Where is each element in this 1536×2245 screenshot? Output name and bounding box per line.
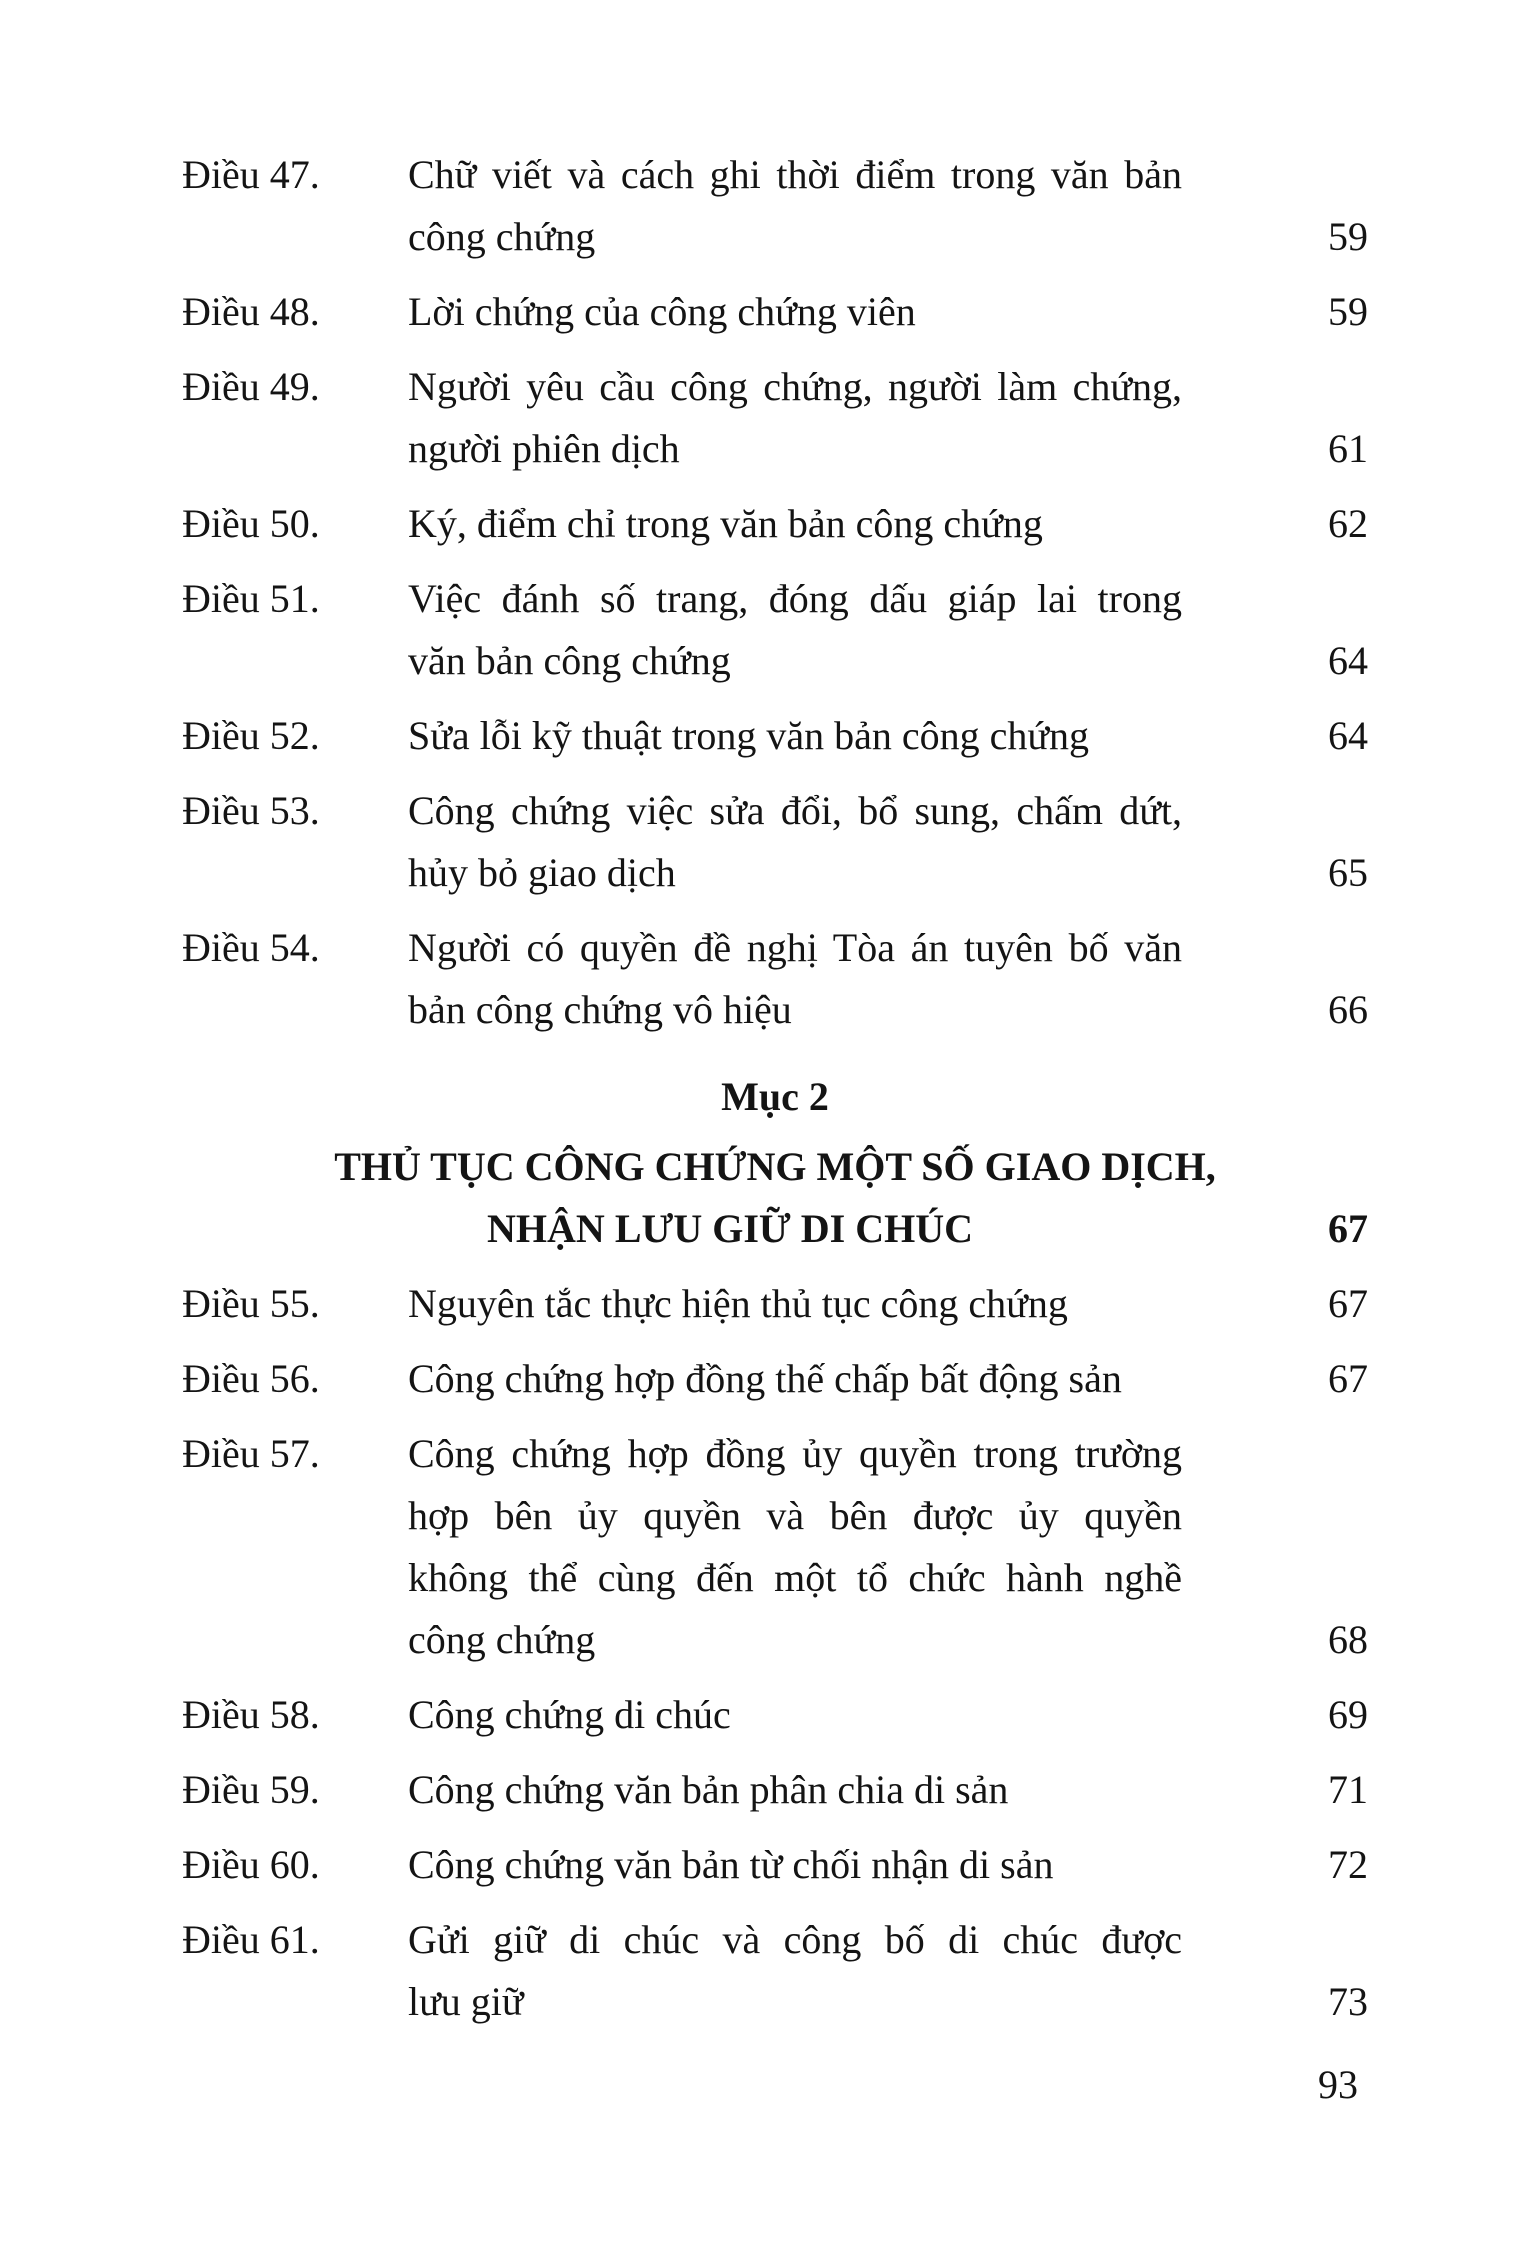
toc-entry-article-label: Điều 49. xyxy=(182,364,320,409)
toc-entry-article-label: Điều 52. xyxy=(182,713,320,758)
toc-entry-title-line: Công chứng hợp đồng ủy quyền trong trường xyxy=(408,1431,1182,1476)
toc-entry-article-label: Điều 56. xyxy=(182,1356,320,1401)
toc-entry xyxy=(182,493,1368,555)
toc-entry-title xyxy=(408,1348,1182,1410)
toc-entry-article-label: Điều 55. xyxy=(182,1281,320,1326)
toc-entry xyxy=(182,1834,1368,1896)
toc-entry xyxy=(182,780,1368,904)
toc-entry-title-line: văn bản công chứng xyxy=(408,638,731,683)
toc-entry-title xyxy=(408,356,1182,480)
toc-entry xyxy=(182,1348,1368,1410)
toc-entry-title-line: Gửi giữ di chúc và công bố di chúc được xyxy=(408,1917,1182,1962)
toc-entry-page-number: 64 xyxy=(1328,638,1368,683)
toc-entry-title-line: Ký, điểm chỉ trong văn bản công chứng xyxy=(408,501,1043,546)
toc-section-page-number: 67 xyxy=(1328,1206,1369,1251)
toc-entry-article-label: Điều 60. xyxy=(182,1842,320,1887)
toc-entry xyxy=(182,281,1368,343)
toc-entry-title xyxy=(408,493,1182,555)
toc-entry-article-label: Điều 48. xyxy=(182,289,320,334)
toc-entry-title xyxy=(408,1834,1182,1896)
toc-entry-title-line: lưu giữ xyxy=(408,1979,524,2024)
toc-entry xyxy=(182,1273,1368,1335)
toc-entry-article-label: Điều 51. xyxy=(182,576,320,621)
toc-entry-title-line: Công chứng hợp đồng thế chấp bất động sản xyxy=(408,1356,1122,1401)
toc-entry-page-number: 65 xyxy=(1328,850,1368,895)
toc-entry-title-line: Công chứng văn bản phân chia di sản xyxy=(408,1767,1009,1812)
toc-entry-title xyxy=(408,1684,1182,1746)
toc-entry-page-number: 69 xyxy=(1328,1692,1368,1737)
toc-entry-page-number: 59 xyxy=(1328,289,1368,334)
toc-entry-title-line: hủy bỏ giao dịch xyxy=(408,850,676,895)
toc-entry xyxy=(182,1423,1368,1671)
toc-entry xyxy=(182,705,1368,767)
toc-entry xyxy=(182,1759,1368,1821)
toc-entry-title xyxy=(408,1273,1182,1335)
toc-entry-title-line: bản công chứng vô hiệu xyxy=(408,987,792,1032)
toc-entry-article-label: Điều 47. xyxy=(182,152,320,197)
toc-section-kicker: Mục 2 xyxy=(721,1074,829,1119)
toc-entry-title xyxy=(408,281,1182,343)
toc-entry-title xyxy=(408,568,1182,692)
toc-entry-title xyxy=(408,1909,1182,2033)
toc-entry-title xyxy=(408,144,1182,268)
toc-entry-title-line: Người có quyền đề nghị Tòa án tuyên bố văn xyxy=(408,925,1182,970)
toc-section-heading xyxy=(182,1066,1368,1260)
toc-entry-article-label: Điều 61. xyxy=(182,1917,320,1962)
page-folio-number: 93 xyxy=(1318,2062,1358,2107)
toc-entry-page-number: 64 xyxy=(1328,713,1368,758)
toc-section-title-line1: THỦ TỤC CÔNG CHỨNG MỘT SỐ GIAO DỊCH, xyxy=(334,1144,1216,1189)
toc-entry-page-number: 66 xyxy=(1328,987,1368,1032)
toc-entry-article-label: Điều 57. xyxy=(182,1431,320,1476)
toc-entry-title-line: công chứng xyxy=(408,214,596,259)
toc-entry-article-label: Điều 54. xyxy=(182,925,320,970)
toc-entry-title-line: Việc đánh số trang, đóng dấu giáp lai trong xyxy=(408,576,1182,621)
toc-entry-title-line: không thể cùng đến một tổ chức hành nghề xyxy=(408,1555,1182,1600)
toc-entry-title-line: Sửa lỗi kỹ thuật trong văn bản công chứng xyxy=(408,713,1090,758)
toc-entry-page-number: 67 xyxy=(1328,1356,1368,1401)
toc-entry-title xyxy=(408,1423,1182,1671)
toc-entry-page-number: 73 xyxy=(1328,1979,1368,2024)
toc-entry xyxy=(182,1684,1368,1746)
toc-entry xyxy=(182,144,1368,268)
toc-entry-page-number: 59 xyxy=(1328,214,1368,259)
toc-section-title-line2-row xyxy=(182,1198,1368,1260)
toc-list xyxy=(182,144,1368,2116)
toc-entry-title xyxy=(408,917,1182,1041)
toc-entry-article-label: Điều 53. xyxy=(182,788,320,833)
toc-entry-title-line: Người yêu cầu công chứng, người làm chứng, xyxy=(408,364,1182,409)
toc-entry-article-label: Điều 58. xyxy=(182,1692,320,1737)
toc-entry-page-number: 62 xyxy=(1328,501,1368,546)
toc-entry-article-label: Điều 59. xyxy=(182,1767,320,1812)
toc-section-title-line2: NHẬN LƯU GIỮ DI CHÚC xyxy=(487,1206,973,1251)
toc-entry xyxy=(182,356,1368,480)
toc-entry-title-line: Chữ viết và cách ghi thời điểm trong văn bản xyxy=(408,152,1182,197)
toc-entry-title-line: người phiên dịch xyxy=(408,426,680,471)
toc-entry-title xyxy=(408,780,1182,904)
toc-entry xyxy=(182,917,1368,1041)
toc-entry-title-line: công chứng xyxy=(408,1617,596,1662)
toc-entry-title xyxy=(408,1759,1182,1821)
toc-entry-title-line: Công chứng di chúc xyxy=(408,1692,731,1737)
toc-entry xyxy=(182,568,1368,692)
toc-entry-title-line: Lời chứng của công chứng viên xyxy=(408,289,916,334)
toc-entry-title-line: Nguyên tắc thực hiện thủ tục công chứng xyxy=(408,1281,1068,1326)
toc-entry-page-number: 71 xyxy=(1328,1767,1368,1812)
toc-entry xyxy=(182,1909,1368,2033)
toc-entry-title xyxy=(408,705,1182,767)
toc-entry-page-number: 72 xyxy=(1328,1842,1368,1887)
toc-entry-page-number: 68 xyxy=(1328,1617,1368,1662)
toc-entry-title-line: Công chứng việc sửa đổi, bổ sung, chấm dứt, xyxy=(408,788,1182,833)
toc-entry-title-line: hợp bên ủy quyền và bên được ủy quyền xyxy=(408,1493,1182,1538)
toc-entry-title-line: Công chứng văn bản từ chối nhận di sản xyxy=(408,1842,1054,1887)
toc-entry-page-number: 61 xyxy=(1328,426,1368,471)
toc-entry-article-label: Điều 50. xyxy=(182,501,320,546)
toc-entry-page-number: 67 xyxy=(1328,1281,1368,1326)
